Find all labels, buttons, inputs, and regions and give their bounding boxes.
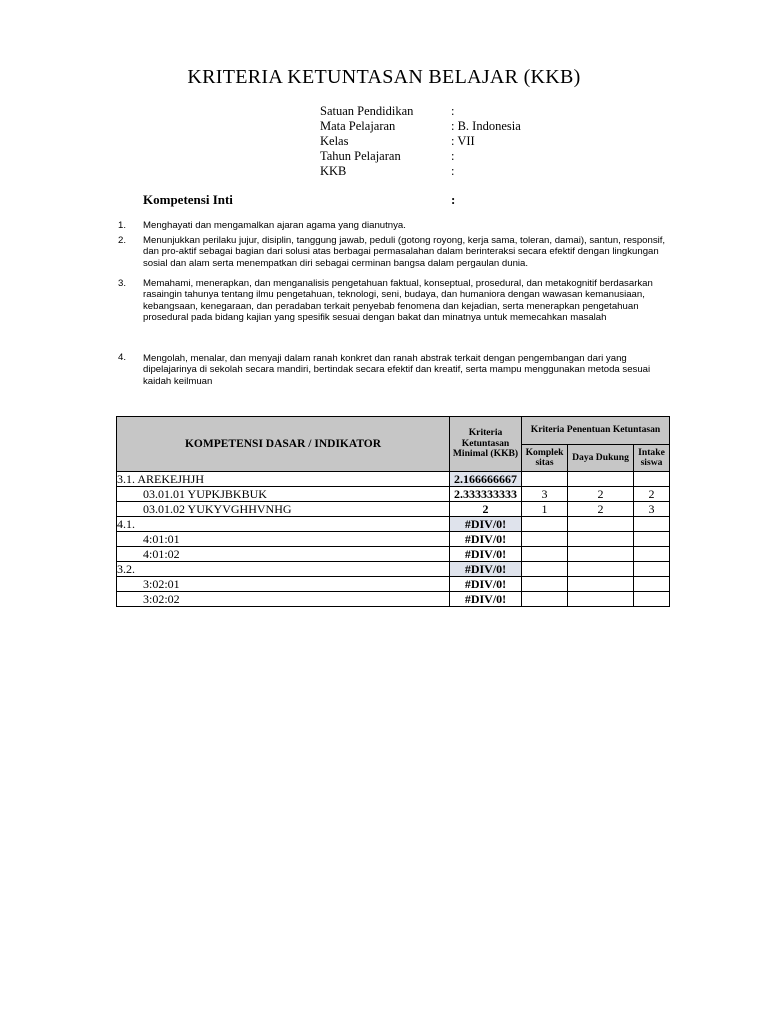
meta-value: : [451,104,455,118]
header-kompetensi-dasar: KOMPETENSI DASAR / INDIKATOR [117,417,450,472]
meta-value: : VII [451,134,475,148]
cell-kkm: 2 [450,502,522,517]
cell-kompleksitas [522,562,568,577]
cell-daya-dukung: 2 [568,502,634,517]
kompetensi-inti-heading: Kompetensi Inti [143,192,233,207]
header-kompleksitas: Komplek sitas [522,445,568,472]
table-row [117,562,670,577]
cell-kkm: #DIV/0! [450,592,522,607]
meta-label: Satuan Pendidikan [320,104,414,118]
table-row [117,592,670,607]
cell-intake: 3 [634,502,670,517]
cell-intake [634,562,670,577]
cell-intake [634,577,670,592]
kompetensi-inti-colon: : [451,192,456,207]
header-intake-siswa: Intake siswa [634,445,670,472]
cell-kompleksitas: 1 [522,502,568,517]
cell-kkm: 2.333333333 [450,487,522,502]
cell-kompleksitas [522,577,568,592]
cell-kd: 4:01:01 [117,532,450,547]
header-daya-dukung: Daya Dukung [568,445,634,472]
cell-daya-dukung [568,532,634,547]
table-row [117,502,670,517]
cell-daya-dukung [568,547,634,562]
cell-kkm: #DIV/0! [450,562,522,577]
table-row [117,532,670,547]
cell-daya-dukung [568,577,634,592]
meta-label: KKB [320,164,347,178]
ki-text: Mengolah, menalar, dan menyaji dalam ranah konkret dan ranah abstrak terkait dengan pengembangan dari yang dipelajarinya di sekolah secara mandiri, bertindak secara efektif dan kreatif, serta mampu menggunakan metoda sesuai kaidah keilmuan [143,353,651,387]
meta-row-kkb [320,164,521,179]
cell-daya-dukung [568,562,634,577]
meta-row-kelas [320,134,521,149]
meta-label: Kelas [320,134,349,148]
cell-kd: 4:01:02 [117,547,450,562]
cell-intake: 2 [634,487,670,502]
ki-number: 4. [118,352,127,363]
meta-label: Tahun Pelajaran [320,149,401,163]
table-row [117,517,670,532]
cell-kd: 3:02:02 [117,592,450,607]
cell-intake [634,472,670,487]
document-title: KRITERIA KETUNTASAN BELAJAR (KKB) [187,66,581,88]
meta-value: : [451,149,455,163]
header-kkm: Kriteria Ketuntasan Minimal (KKB) [450,417,522,472]
cell-kompleksitas [522,472,568,487]
cell-kd: 4.1. [117,517,450,532]
cell-intake [634,547,670,562]
cell-intake [634,517,670,532]
cell-intake [634,532,670,547]
ki-number: 1. [118,220,127,231]
table-header-row [117,417,670,445]
cell-kompleksitas [522,592,568,607]
cell-kd: 3:02:01 [117,577,450,592]
ki-number: 3. [118,278,127,289]
cell-kd: 3.2. [117,562,450,577]
kkb-table [116,416,670,607]
table-row [117,547,670,562]
cell-kompleksitas [522,517,568,532]
meta-row-mapel [320,119,521,134]
cell-kkm: #DIV/0! [450,547,522,562]
cell-intake [634,592,670,607]
cell-kkm: #DIV/0! [450,532,522,547]
cell-daya-dukung: 2 [568,487,634,502]
table-row [117,472,670,487]
cell-daya-dukung [568,517,634,532]
cell-kkm: #DIV/0! [450,577,522,592]
ki-text: Memahami, menerapkan, dan menganalisis pengetahuan faktual, konseptual, prosedural, dan metakognitif berdasarkan rasaingin tahunya tentang ilmu pengetahuan, teknologi, seni, budaya, dan humaniora dengan wawasan kemanusiaan, kebangsaan, kenegaraan, dan peradaban terkait penyebab fenomena dan kejadian, serta menerapkan pengetahuan prosedural pada bidang kajian yang spesifik sesuai dengan bakat dan minatnya untuk memecahkan masalah [143,278,653,324]
meta-value: : [451,164,455,178]
meta-value: : B. Indonesia [451,119,521,133]
cell-kkm: 2.166666667 [450,472,522,487]
cell-kd: 3.1. AREKEJHJH [117,472,450,487]
table-row [117,487,670,502]
cell-kompleksitas [522,532,568,547]
ki-text: Menunjukkan perilaku jujur, disiplin, tanggung jawab, peduli (gotong royong, kerja sama, toleran, damai), santun, responsif, dan pro-aktif sebagai bagian dari solusi atas berbagai permasalahan dalam berinteraksi secara efektif dengan lingkungan sosial dan alam serta menempatkan diri sebagai cerminan bangsa dalam pergaulan dunia. [143,235,666,269]
cell-daya-dukung [568,472,634,487]
cell-kd: 03.01.01 YUPKJBKBUK [117,487,450,502]
meta-label: Mata Pelajaran [320,119,396,133]
cell-kd: 03.01.02 YUKYVGHHVNHG [117,502,450,517]
table-row [117,577,670,592]
identity-block [320,104,521,179]
ki-text: Menghayati dan mengamalkan ajaran agama yang dianutnya. [143,220,406,231]
cell-kompleksitas [522,547,568,562]
cell-kkm: #DIV/0! [450,517,522,532]
cell-daya-dukung [568,592,634,607]
header-kriteria-penentuan: Kriteria Penentuan Ketuntasan [522,417,670,445]
meta-row-satuan [320,104,521,119]
ki-number: 2. [118,235,127,246]
cell-kompleksitas: 3 [522,487,568,502]
meta-row-tahun [320,149,521,164]
